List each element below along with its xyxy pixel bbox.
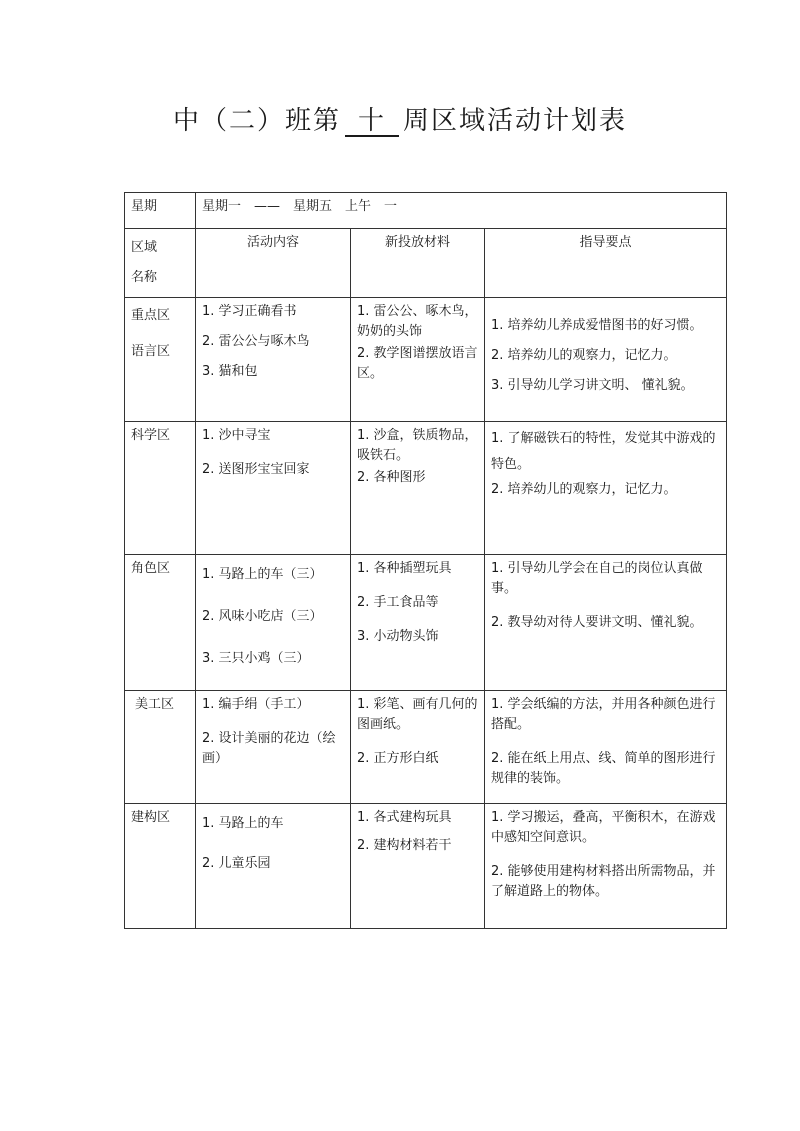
area-cell bbox=[125, 691, 195, 719]
materials-cell bbox=[351, 298, 484, 398]
list-item: 2. 儿童乐园 bbox=[202, 856, 271, 871]
guidance-cell bbox=[485, 298, 726, 410]
area-name: 科学区 bbox=[131, 428, 171, 443]
list-item: 1. 雷公公、啄木鸟，奶奶的头饰 bbox=[357, 304, 478, 339]
list-item: 2. 培养幼儿的观察力，记忆力。 bbox=[491, 348, 677, 363]
list-item: 1. 了解磁铁石的特性，发觉其中游戏的特色。 bbox=[491, 431, 716, 472]
list-item: 2. 雷公公与啄木鸟 bbox=[202, 334, 310, 349]
list-item: 1. 引导幼儿学会在自己的岗位认真做事。 bbox=[491, 561, 703, 596]
table-row bbox=[125, 298, 727, 422]
content-cell bbox=[196, 298, 350, 396]
area-cell bbox=[125, 555, 195, 583]
week-number: 十 bbox=[345, 107, 399, 137]
content-cell bbox=[196, 555, 350, 683]
header-area-line1: 区域 bbox=[131, 240, 158, 255]
header-guidance: 指导要点 bbox=[579, 235, 632, 250]
header-content: 活动内容 bbox=[246, 235, 299, 250]
header-area-line2: 名称 bbox=[131, 270, 158, 285]
guidance-cell bbox=[485, 422, 726, 514]
list-item: 2. 风味小吃店（三） bbox=[202, 609, 323, 624]
table-row bbox=[125, 804, 727, 929]
list-item: 3. 引导幼儿学习讲文明、 懂礼貌。 bbox=[491, 378, 694, 393]
list-item: 1. 沙中寻宝 bbox=[202, 428, 271, 443]
guidance-cell bbox=[485, 691, 726, 803]
area-name: 语言区 bbox=[131, 344, 171, 359]
list-item: 1. 各种插塑玩具 bbox=[357, 561, 452, 576]
content-cell bbox=[196, 691, 350, 783]
list-item: 1. 学习正确看书 bbox=[202, 304, 297, 319]
list-item: 2. 手工食品等 bbox=[357, 595, 439, 610]
list-item: 2. 培养幼儿的观察力，记忆力。 bbox=[491, 482, 677, 497]
list-item: 1. 马路上的车 bbox=[202, 816, 284, 831]
guidance-cell bbox=[485, 804, 726, 916]
list-item: 2. 正方形白纸 bbox=[357, 751, 439, 766]
list-item: 2. 教导幼对待人要讲文明、懂礼貌。 bbox=[491, 615, 703, 630]
header-materials: 新投放材料 bbox=[384, 235, 450, 250]
list-item: 2. 能在纸上用点、线、简单的图形进行规律的装饰。 bbox=[491, 751, 716, 786]
materials-cell bbox=[351, 555, 484, 661]
list-item: 1. 沙盒，铁质物品，吸铁石。 bbox=[357, 428, 478, 463]
list-item: 1. 学会纸编的方法，并用各种颜色进行搭配。 bbox=[491, 697, 716, 732]
list-item: 2. 能够使用建构材料搭出所需物品，并了解道路上的物体。 bbox=[491, 864, 716, 899]
weekday-value: 星期一 —— 星期五 上午 一 bbox=[202, 199, 398, 214]
content-cell bbox=[196, 422, 350, 494]
materials-cell bbox=[351, 422, 484, 502]
area-cell bbox=[125, 298, 195, 374]
area-cell bbox=[125, 422, 195, 450]
list-item: 1. 培养幼儿养成爱惜图书的好习惯。 bbox=[491, 318, 703, 333]
list-item: 2. 建构材料若干 bbox=[357, 838, 452, 853]
title-suffix: 周区域活动计划表 bbox=[403, 106, 628, 136]
list-item: 2. 教学图谱摆放语言区。 bbox=[357, 346, 478, 381]
area-name: 美工区 bbox=[135, 697, 175, 712]
table-row bbox=[125, 422, 727, 555]
list-item: 1. 彩笔、画有几何的图画纸。 bbox=[357, 697, 478, 732]
list-item: 2. 送图形宝宝回家 bbox=[202, 462, 310, 477]
weekday-label: 星期 bbox=[131, 199, 158, 214]
list-item: 1. 各式建构玩具 bbox=[357, 810, 452, 825]
list-item: 3. 小动物头饰 bbox=[357, 629, 439, 644]
list-item: 1. 编手绢（手工） bbox=[202, 697, 310, 712]
content-cell bbox=[196, 804, 350, 888]
list-item: 2. 设计美丽的花边（绘画） bbox=[202, 731, 336, 766]
materials-cell bbox=[351, 691, 484, 783]
area-name: 角色区 bbox=[131, 561, 171, 576]
list-item: 1. 马路上的车（三） bbox=[202, 567, 323, 582]
activity-plan-table bbox=[124, 192, 727, 929]
header-row bbox=[125, 229, 727, 298]
materials-cell bbox=[351, 804, 484, 870]
area-name: 建构区 bbox=[131, 810, 171, 825]
area-cell bbox=[125, 804, 195, 832]
title-prefix: 中（二）班第 bbox=[172, 106, 341, 136]
area-name: 重点区 bbox=[131, 308, 171, 323]
list-item: 2. 各种图形 bbox=[357, 470, 426, 485]
list-item: 1. 学习搬运，叠高，平衡积木，在游戏中感知空间意识。 bbox=[491, 810, 716, 845]
header-area bbox=[125, 229, 195, 297]
guidance-cell bbox=[485, 555, 726, 647]
list-item: 3. 三只小鸡（三） bbox=[202, 651, 310, 666]
table-row bbox=[125, 691, 727, 804]
table-row bbox=[125, 555, 727, 691]
page-title bbox=[0, 100, 800, 137]
list-item: 3. 猫和包 bbox=[202, 364, 258, 379]
weekday-row bbox=[125, 193, 727, 229]
